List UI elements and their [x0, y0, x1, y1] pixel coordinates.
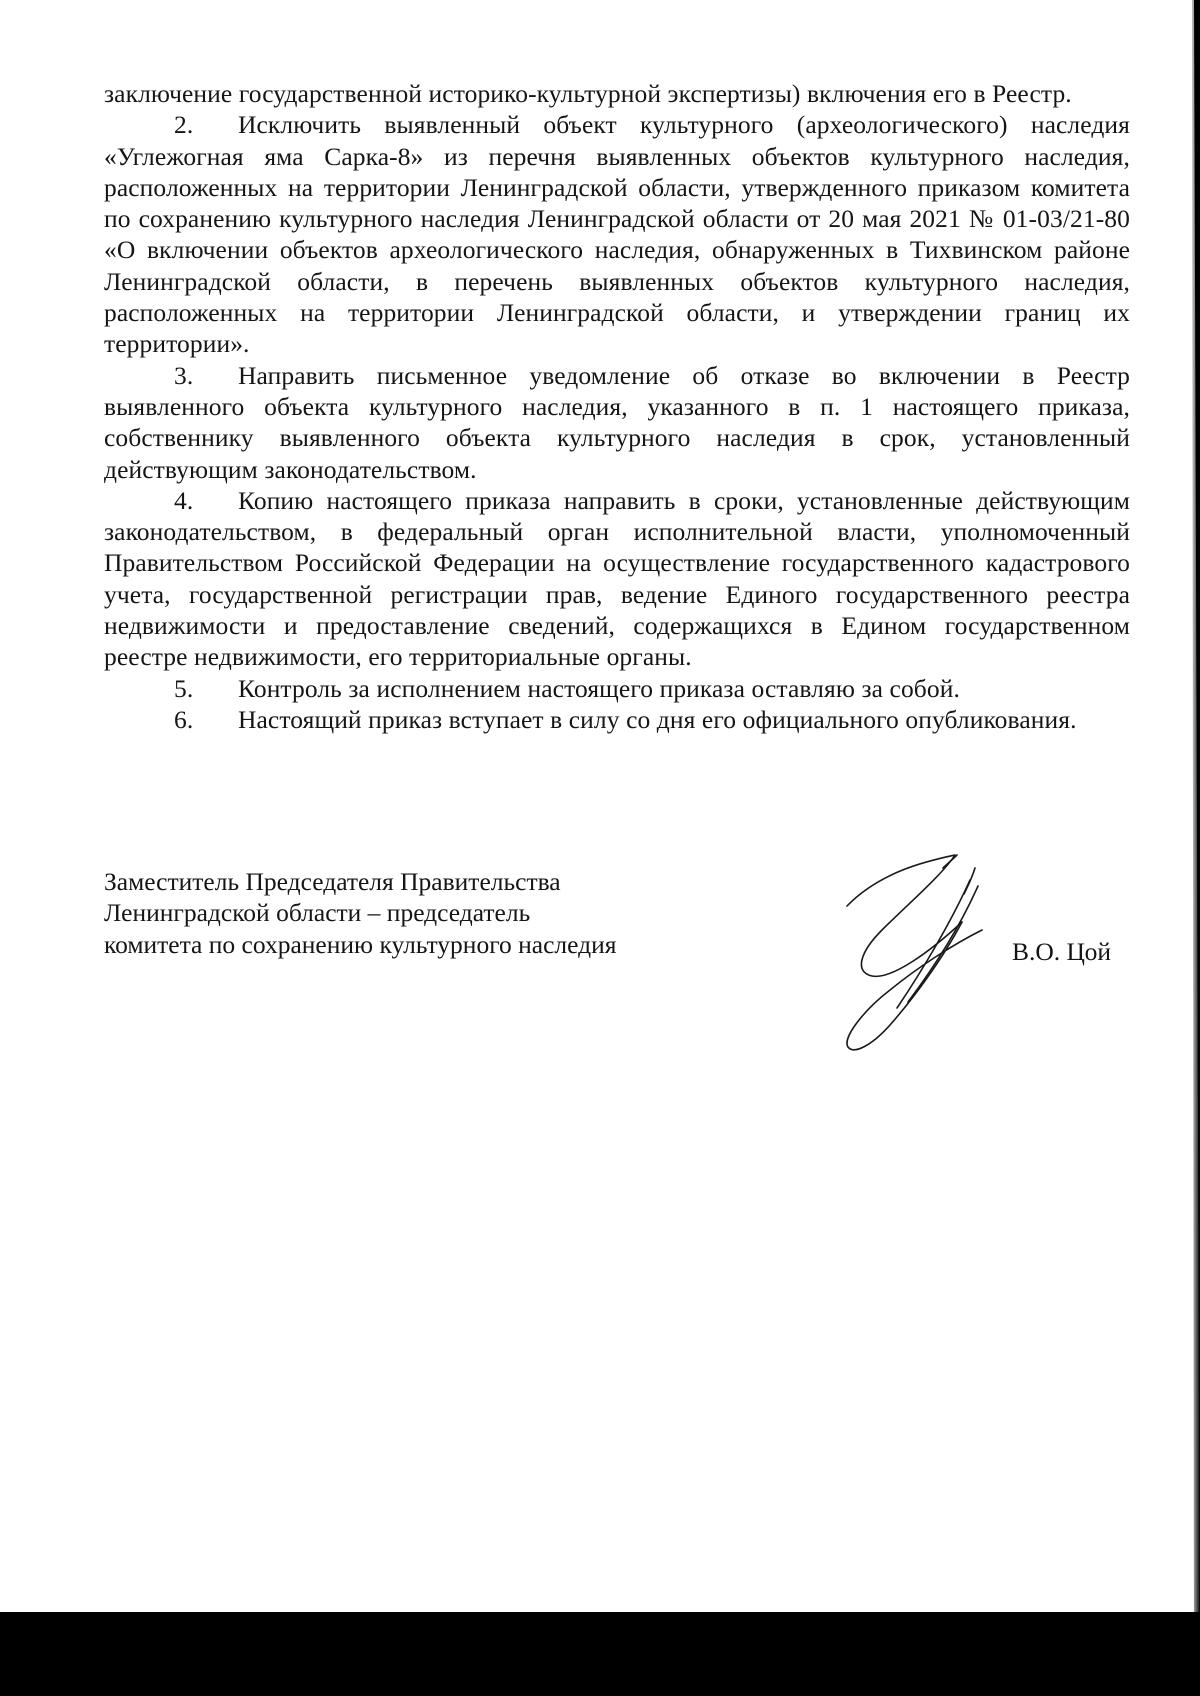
handwritten-signature-icon: [812, 850, 1002, 1060]
list-item-3: [104, 360, 1130, 485]
list-item-number: 3.: [174, 360, 194, 390]
list-item-number: 6.: [174, 704, 194, 734]
list-item-6: [104, 704, 1130, 735]
position-line: комитета по сохранению культурного наследия: [104, 929, 617, 959]
list-item-text: Копию настоящего приказа направить в сроки, установленные действующим законодательством, в федеральный орган исполнительной власти, уполномоченный Правительством Российской Федерации на осуществление государственного кадастрового учета, государственной регистрации прав, ведение Единого государственного реестра недвижимости и предоставление сведений, содержащихся в Едином государственном реестре недвижимости, его территориальные органы.: [104, 485, 1130, 672]
position-line: Заместитель Председателя Правительства: [104, 867, 561, 896]
position-line: Ленинградской области – председатель: [104, 898, 531, 928]
list-item-5: [104, 673, 1130, 704]
document-body: [104, 78, 1130, 735]
scanner-bottom-margin: [0, 1612, 1200, 1696]
intro-paragraph: заключение государственной историко-культурной экспертизы) включения его в Реестр.: [104, 79, 1072, 108]
list-item-4: [104, 485, 1130, 673]
list-item-number: 5.: [174, 673, 194, 703]
list-item-2: [104, 109, 1130, 359]
list-item-number: 2.: [174, 110, 194, 140]
list-item-text: Настоящий приказ вступает в силу со дня его официального опубликования.: [238, 704, 1077, 734]
list-item-text: Контроль за исполнением настоящего приказа оставляю за собой.: [238, 673, 960, 703]
signer-name: В.О. Цой: [1012, 937, 1112, 966]
list-item-text: Исключить выявленный объект культурного (археологического) наследия «Углежогная яма Сарка-8» из перечня выявленных объектов культурного наследия, расположенных на территории Ленинградской области, утвержденного приказом комитета по сохранению культурного наследия Ленинградской области от 20 мая 2021 № 01-03/21-80 «О включении объектов археологического наследия, обнаруженных в Тихвинском районе Ленинградской области, в перечень выявленных объектов культурного наследия, расположенных на территории Ленинградской области, и утверждении границ их территории».: [104, 110, 1130, 359]
list-item-number: 4.: [174, 485, 194, 515]
signatory-position: [104, 866, 617, 960]
list-item-text: Направить письменное уведомление об отказе во включении в Реестр выявленного объекта культурного наследия, указанного в п. 1 настоящего приказа, собственнику выявленного объекта культурного наследия в срок, установленный действующим законодательством.: [104, 360, 1130, 484]
